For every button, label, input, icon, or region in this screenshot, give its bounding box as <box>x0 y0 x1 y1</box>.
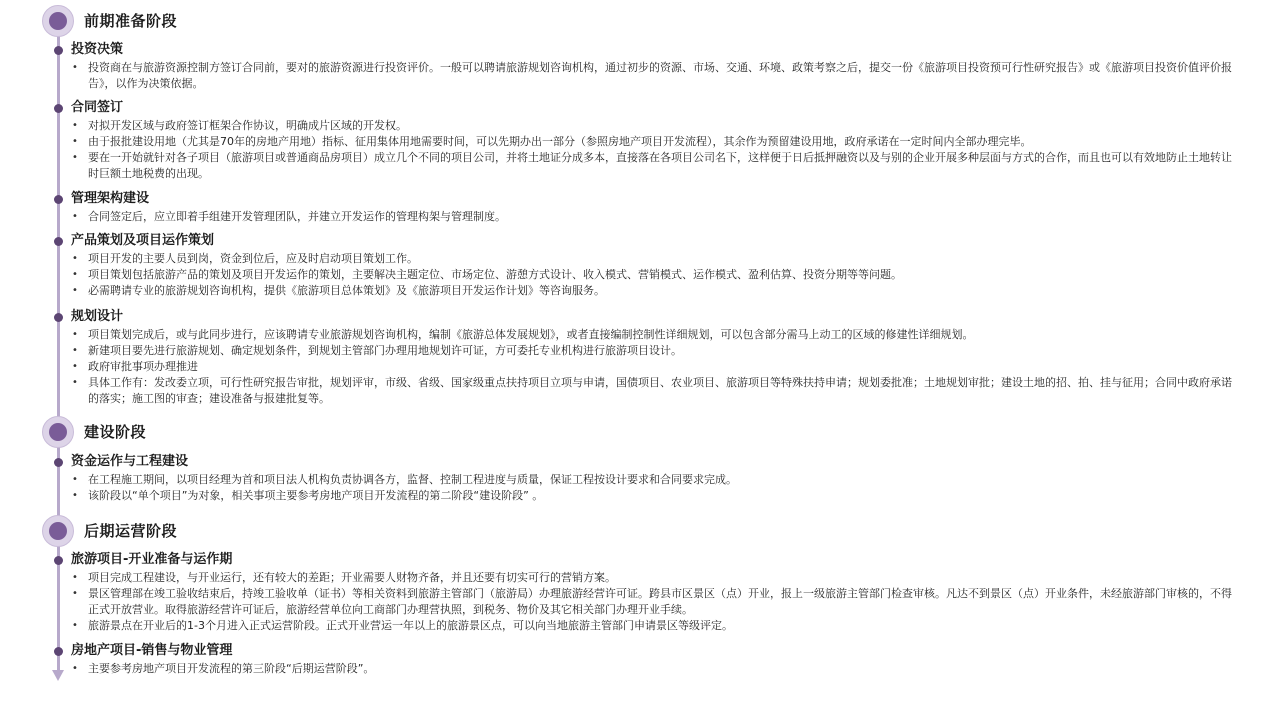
phase-construction <box>42 416 1242 450</box>
phase-title: 后期运营阶段 <box>84 522 178 540</box>
bullet-item: • 景区管理部在竣工验收结束后，持竣工验收单（证书）等相关资料到旅游主管部门（旅游局）办理旅游经营许可证。跨县市区景区（点）开业，报上一级旅游主管部门检查审核。凡达不到景区（点）开业条件，未经旅游部门审核的，不得正式开放营业。取得旅游经营许可证后，旅游经营单位向工商部门办理营执照，到税务、物价及其它相关部门办理开业手续。 <box>70 586 1238 618</box>
section-dot-icon <box>54 46 63 55</box>
section-dot-icon <box>54 104 63 113</box>
bullet-item: • 具体工作有：发改委立项，可行性研究报告审批，规划评审，市级、省级、国家级重点扶持项目立项与申请，国债项目、农业项目、旅游项目等特殊扶持申请；规划委批准；土地规划审批；建设土地的招、拍、挂与征用；合同中政府承诺的落实；施工图的审查；建设准备与报建批复等。 <box>70 375 1238 407</box>
section-title: 管理架构建设 <box>71 191 150 206</box>
section-title: 合同签订 <box>71 100 124 115</box>
section-dot-icon <box>54 195 63 204</box>
section-dot-icon <box>54 313 63 322</box>
bullet-item: • 必需聘请专业的旅游规划咨询机构，提供《旅游项目总体策划》及《旅游项目开发运作计划》等咨询服务。 <box>70 283 1238 299</box>
bullet-item: • 项目开发的主要人员到岗，资金到位后，应及时启动项目策划工作。 <box>70 251 1238 267</box>
bullet-item: • 项目策划完成后，或与此同步进行，应该聘请专业旅游规划咨询机构，编制《旅游总体发展规划》，或者直接编制控制性详细规划，可以包含部分需马上动工的区域的修建性详细规划。 <box>70 327 1238 343</box>
section-title: 产品策划及项目运作策划 <box>71 233 215 248</box>
bullet-item: • 由于报批建设用地（尤其是70年的房地产用地）指标、征用集体用地需要时间，可以先期办出一部分（参照房地产项目开发流程），其余作为预留建设用地，政府承诺在一定时间内全部办理完毕。 <box>70 134 1238 150</box>
bullet-item: • 在工程施工期间，以项目经理为首和项目法人机构负责协调各方，监督、控制工程进度与质量，保证工程按设计要求和合同要求完成。 <box>70 472 1238 488</box>
timeline-line <box>57 20 60 672</box>
bullet-list <box>70 60 1238 92</box>
bullet-item: • 主要参考房地产项目开发流程的第三阶段“后期运营阶段”。 <box>70 661 1238 677</box>
phase-title: 建设阶段 <box>84 423 147 441</box>
bullet-item: • 旅游景点在开业后的1-3个月进入正式运营阶段。正式开业营运一年以上的旅游景区点，可以向当地旅游主管部门申请景区等级评定。 <box>70 618 1238 634</box>
section-dot-icon <box>54 458 63 467</box>
timeline-arrow-icon <box>52 670 64 681</box>
bullet-item: • 合同签定后，应立即着手组建开发管理团队，并建立开发运作的管理构架与管理制度。 <box>70 209 1238 225</box>
phase-title: 前期准备阶段 <box>84 12 178 30</box>
bullet-item: • 项目策划包括旅游产品的策划及项目开发运作的策划，主要解决主题定位、市场定位、游憩方式设计、收入模式、营销模式、运作模式、盈利估算、投资分期等等问题。 <box>70 267 1238 283</box>
bullet-item: • 新建项目要先进行旅游规划、确定规划条件，到规划主管部门办理用地规划许可证，方可委托专业机构进行旅游项目设计。 <box>70 343 1238 359</box>
section-dot-icon <box>54 556 63 565</box>
bullet-list <box>70 209 1238 225</box>
bullet-item: • 该阶段以“单个项目”为对象，相关事项主要参考房地产项目开发流程的第二阶段“建设阶段” 。 <box>70 488 1238 504</box>
section-title: 规划设计 <box>71 309 124 324</box>
section-title: 投资决策 <box>71 42 124 57</box>
bullet-item: • 对拟开发区域与政府签订框架合作协议，明确成片区域的开发权。 <box>70 118 1238 134</box>
bullet-item: • 项目完成工程建设，与开业运行，还有较大的差距；开业需要人财物齐备，并且还要有切实可行的营销方案。 <box>70 570 1238 586</box>
section-dot-icon <box>54 237 63 246</box>
phase-marker-icon <box>42 5 74 37</box>
bullet-list <box>70 472 1238 504</box>
bullet-item: • 要在一开始就针对各子项目（旅游项目或普通商品房项目）成立几个不同的项目公司，并将土地证分成多本，直接落在各项目公司名下，这样便于日后抵押融资以及与别的企业开展多种层面与方式的合作，而且也可以有效地防止土地转让时巨额土地税费的出现。 <box>70 150 1238 182</box>
bullet-item: • 政府审批事项办理推进 <box>70 359 1238 375</box>
section-title: 资金运作与工程建设 <box>71 454 189 469</box>
section-dot-icon <box>54 647 63 656</box>
bullet-item: • 投资商在与旅游资源控制方签订合同前，要对的旅游资源进行投资评价。一般可以聘请旅游规划咨询机构，通过初步的资源、市场、交通、环境、政策考察之后，提交一份《旅游项目投资预可行性研究报告》或《旅游项目投资价值评价报告》，以作为决策依据。 <box>70 60 1238 92</box>
phase-marker-icon <box>42 515 74 547</box>
bullet-list <box>70 327 1238 407</box>
phase-preparation <box>42 5 1242 39</box>
bullet-list <box>70 570 1238 634</box>
phase-marker-icon <box>42 416 74 448</box>
bullet-list <box>70 661 1238 677</box>
bullet-list <box>70 251 1238 299</box>
phase-operation <box>42 515 1242 549</box>
section-title: 房地产项目-销售与物业管理 <box>71 643 233 658</box>
section-title: 旅游项目-开业准备与运作期 <box>71 552 233 567</box>
bullet-list <box>70 118 1238 182</box>
